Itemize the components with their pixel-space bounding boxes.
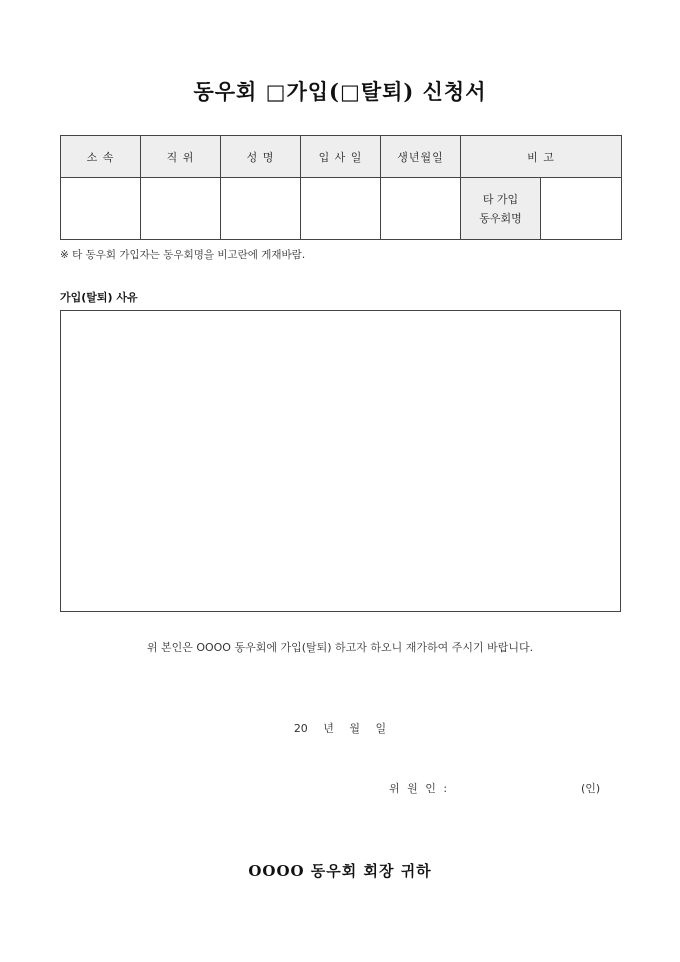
header-birth-date: 생년월일 [381,136,461,178]
header-affiliation: 소 속 [61,136,141,178]
header-name: 성 명 [221,136,301,178]
position-cell[interactable] [141,178,221,240]
applicant-label: 위 원 인 : [389,782,450,795]
other-club-label-line2: 동우회명 [479,211,522,225]
remarks-note: ※ 타 동우회 가입자는 동우회명을 비고란에 게재바람. [60,249,306,261]
date-line: 20 년 월 일 [293,722,387,735]
header-remarks: 비 고 [461,136,622,178]
recipient-line: OOOO 동우회 회장 귀하 [248,862,432,880]
birth-date-cell[interactable] [381,178,461,240]
applicant-info-table [60,135,622,240]
other-club-label-line1: 타 가입 [482,192,519,206]
name-cell[interactable] [221,178,301,240]
reason-textarea[interactable] [60,310,621,612]
header-position: 직 위 [141,136,221,178]
header-join-date: 입 사 일 [301,136,381,178]
request-statement: 위 본인은 OOOO 동우회에 가입(탈퇴) 하고자 하오니 재가하여 주시기 바랍니다. [146,641,534,654]
reason-label: 가입(탈퇴) 사유 [60,291,138,304]
other-club-label-cell [461,178,541,240]
document-title: 동우회 □가입(□탈퇴) 신청서 [193,79,487,104]
table-header-row [61,136,622,178]
affiliation-cell[interactable] [61,178,141,240]
table-input-row [61,178,622,240]
seal-label: (인) [581,782,601,795]
other-club-name-cell[interactable] [541,178,622,240]
join-date-cell[interactable] [301,178,381,240]
